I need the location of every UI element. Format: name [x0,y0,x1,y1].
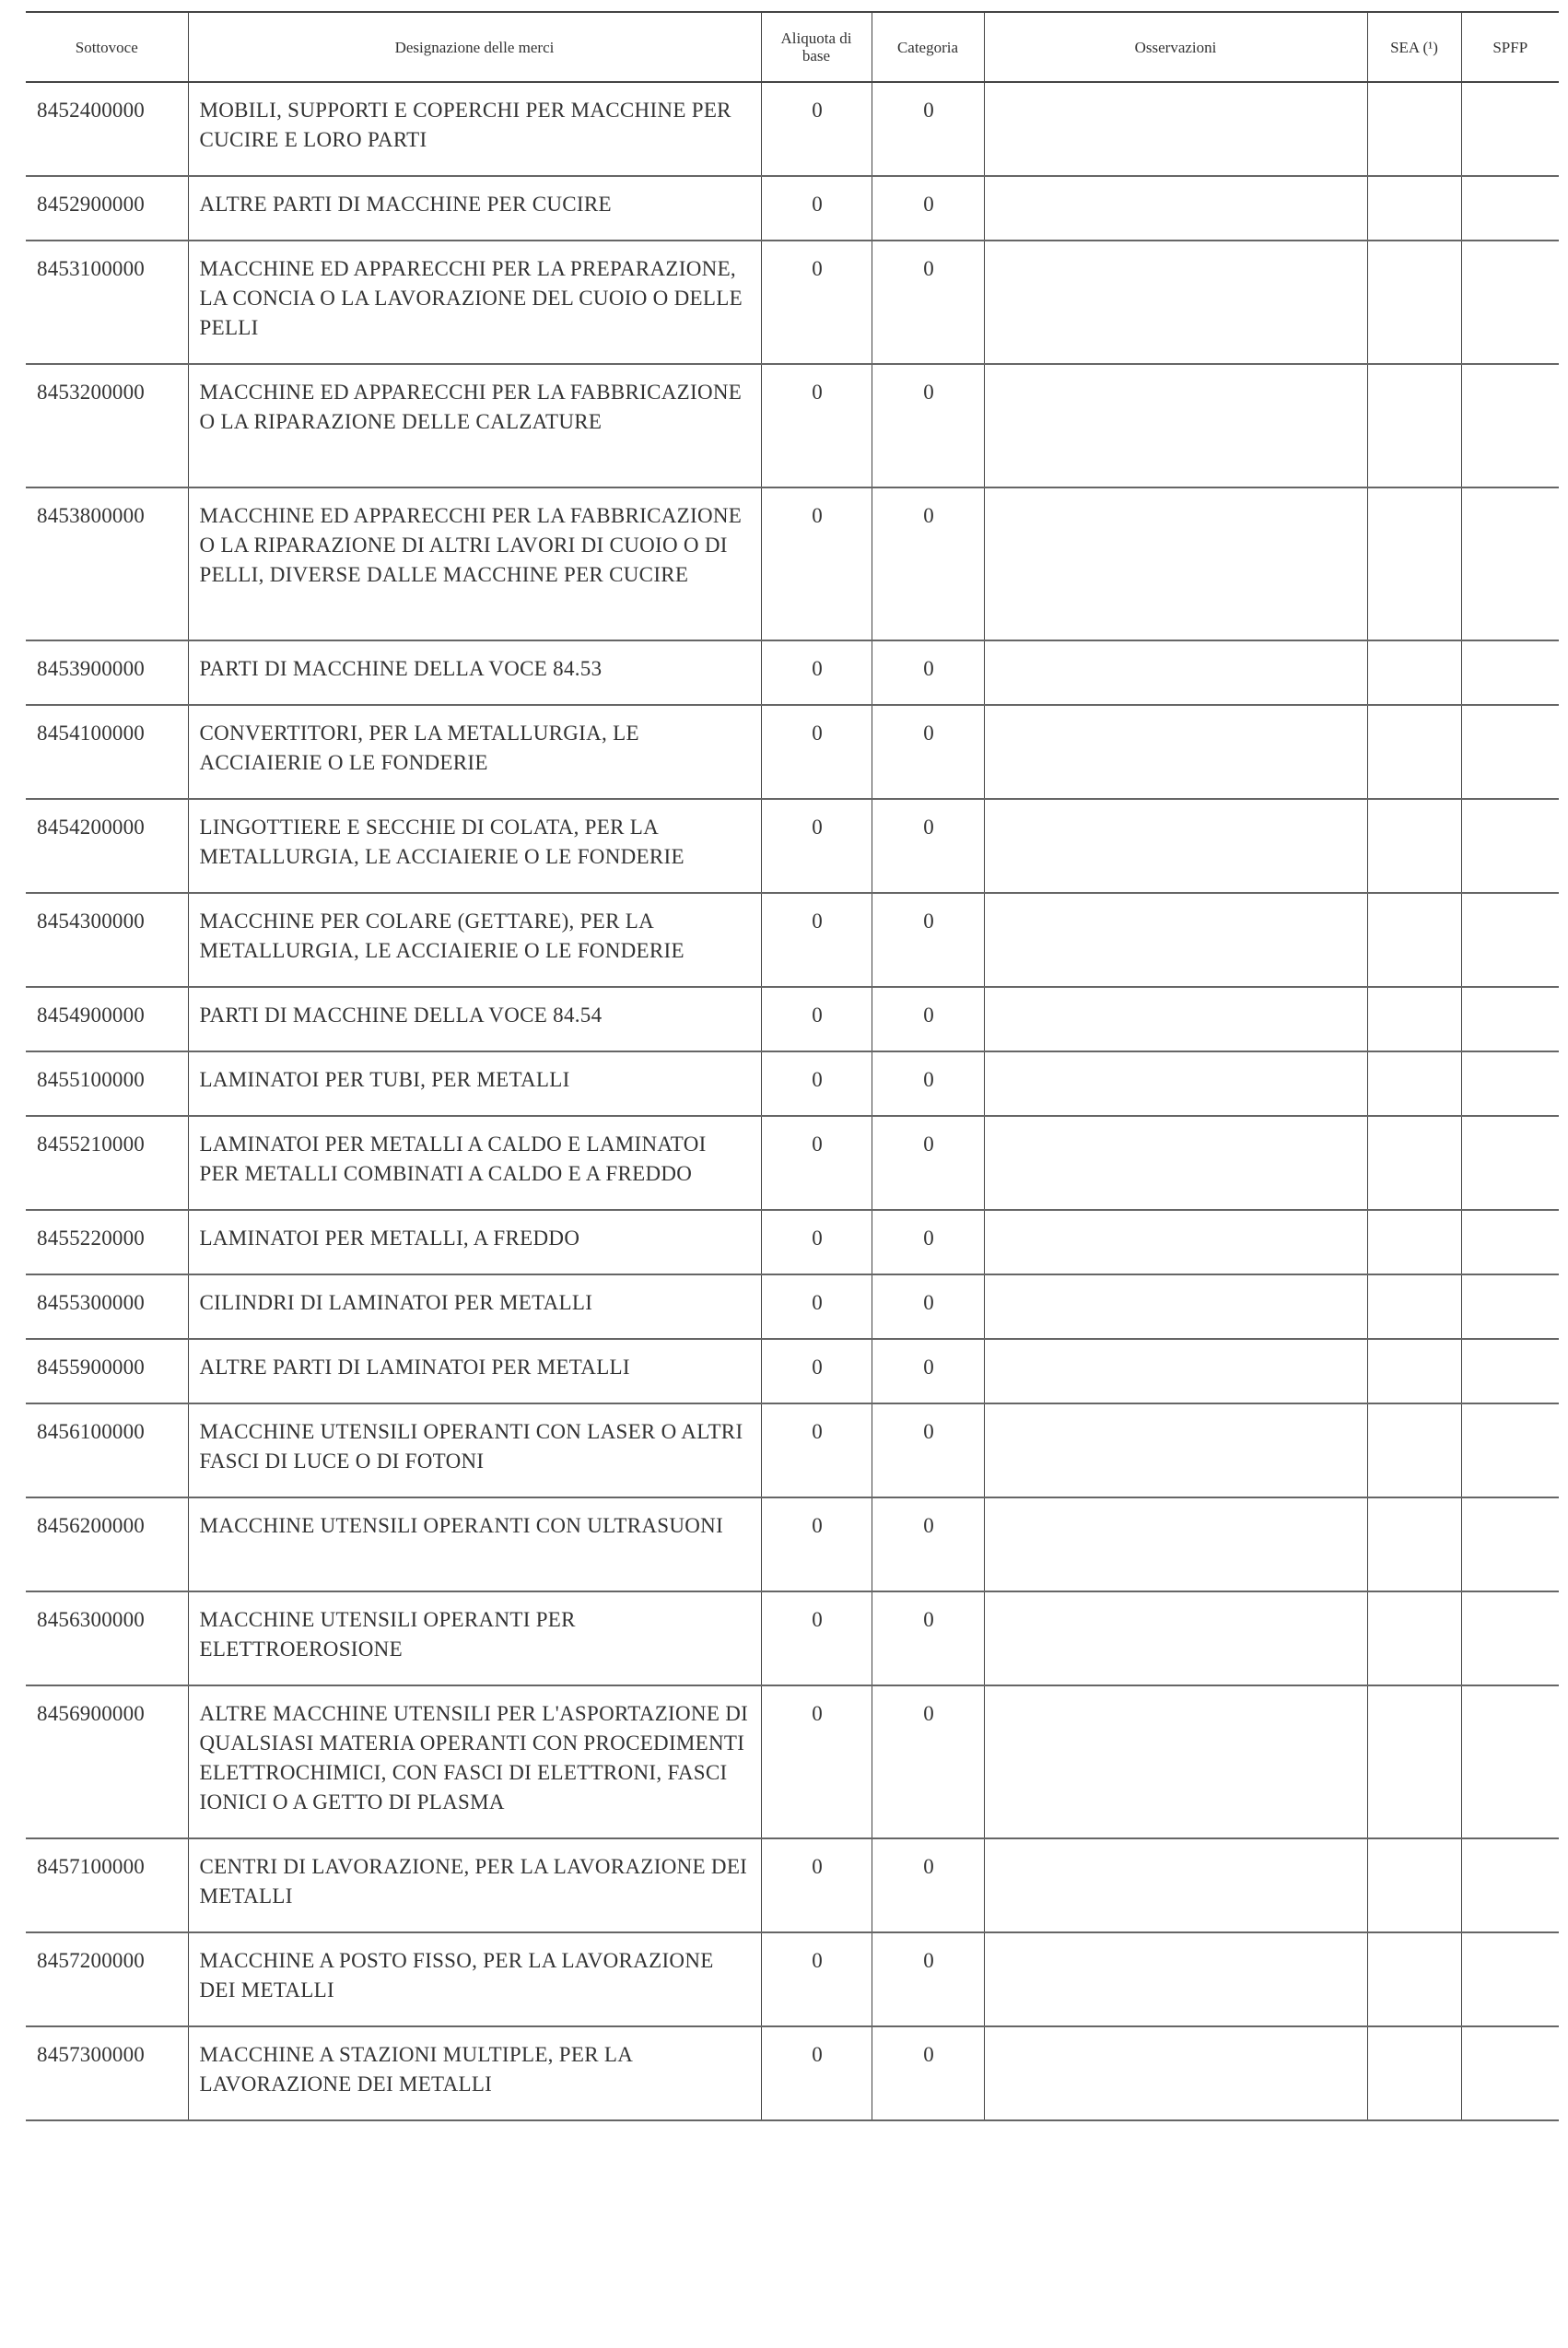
row-aliquota: 0 [761,1403,872,1497]
table-row [26,987,1559,1051]
row-osservazioni [984,176,1367,241]
row-osservazioni [984,241,1367,364]
row-spfp [1461,1116,1559,1210]
table-row [26,1591,1559,1685]
row-aliquota: 0 [761,640,872,705]
row-osservazioni [984,987,1367,1051]
table-row [26,1685,1559,1838]
row-osservazioni [984,893,1367,987]
row-categoria: 0 [872,1591,984,1685]
row-aliquota: 0 [761,2026,872,2120]
row-description: CENTRI DI LAVORAZIONE, PER LA LAVORAZIONE DEI METALLI [188,1838,761,1932]
row-description: MACCHINE ED APPARECCHI PER LA PREPARAZIONE, LA CONCIA O LA LAVORAZIONE DEL CUOIO O DELLE PELLI [188,241,761,364]
table-row [26,1339,1559,1403]
row-sea [1367,364,1461,487]
row-sea [1367,1274,1461,1339]
row-osservazioni [984,1403,1367,1497]
row-description: LAMINATOI PER METALLI A CALDO E LAMINATOI PER METALLI COMBINATI A CALDO E A FREDDO [188,1116,761,1210]
row-spfp [1461,1339,1559,1403]
row-categoria: 0 [872,987,984,1051]
row-osservazioni [984,705,1367,799]
row-aliquota: 0 [761,82,872,176]
table-row [26,176,1559,241]
row-spfp [1461,1403,1559,1497]
row-code: 8453200000 [26,364,188,487]
row-categoria: 0 [872,1838,984,1932]
row-description: CONVERTITORI, PER LA METALLURGIA, LE ACCIAIERIE O LE FONDERIE [188,705,761,799]
row-osservazioni [984,364,1367,487]
row-spfp [1461,987,1559,1051]
row-sea [1367,799,1461,893]
row-osservazioni [984,487,1367,640]
header-categoria: Categoria [872,12,984,82]
row-code: 8452400000 [26,82,188,176]
row-code: 8455300000 [26,1274,188,1339]
row-sea [1367,1051,1461,1116]
row-aliquota: 0 [761,987,872,1051]
row-spfp [1461,1274,1559,1339]
table-row [26,1838,1559,1932]
row-categoria: 0 [872,1274,984,1339]
row-aliquota: 0 [761,1591,872,1685]
row-spfp [1461,1932,1559,2026]
row-description: ALTRE PARTI DI MACCHINE PER CUCIRE [188,176,761,241]
row-osservazioni [984,1274,1367,1339]
row-spfp [1461,1685,1559,1838]
row-sea [1367,1339,1461,1403]
table-row [26,640,1559,705]
row-osservazioni [984,1838,1367,1932]
row-aliquota: 0 [761,241,872,364]
row-aliquota: 0 [761,487,872,640]
row-description: PARTI DI MACCHINE DELLA VOCE 84.54 [188,987,761,1051]
row-categoria: 0 [872,893,984,987]
row-aliquota: 0 [761,1497,872,1591]
row-code: 8456200000 [26,1497,188,1591]
row-osservazioni [984,1339,1367,1403]
row-description: ALTRE PARTI DI LAMINATOI PER METALLI [188,1339,761,1403]
table-row [26,1932,1559,2026]
row-code: 8457100000 [26,1838,188,1932]
row-description: LAMINATOI PER METALLI, A FREDDO [188,1210,761,1274]
row-code: 8455210000 [26,1116,188,1210]
row-osservazioni [984,82,1367,176]
row-osservazioni [984,1685,1367,1838]
header-aliquota: Aliquota di base [761,12,872,82]
row-categoria: 0 [872,705,984,799]
row-code: 8455100000 [26,1051,188,1116]
header-spfp: SPFP [1461,12,1559,82]
row-spfp [1461,1838,1559,1932]
row-sea [1367,2026,1461,2120]
row-categoria: 0 [872,1685,984,1838]
row-sea [1367,487,1461,640]
row-code: 8457200000 [26,1932,188,2026]
row-categoria: 0 [872,1932,984,2026]
row-spfp [1461,640,1559,705]
row-sea [1367,1403,1461,1497]
row-aliquota: 0 [761,1051,872,1116]
row-spfp [1461,241,1559,364]
row-aliquota: 0 [761,1339,872,1403]
table-row [26,1051,1559,1116]
row-code: 8452900000 [26,176,188,241]
table-row [26,893,1559,987]
row-description: LAMINATOI PER TUBI, PER METALLI [188,1051,761,1116]
row-aliquota: 0 [761,364,872,487]
row-sea [1367,1838,1461,1932]
row-categoria: 0 [872,1403,984,1497]
table-row [26,1116,1559,1210]
row-description: MACCHINE ED APPARECCHI PER LA FABBRICAZIONE O LA RIPARAZIONE DELLE CALZATURE [188,364,761,487]
table-row [26,364,1559,487]
row-description: MACCHINE UTENSILI OPERANTI CON ULTRASUONI [188,1497,761,1591]
row-spfp [1461,1591,1559,1685]
row-osservazioni [984,2026,1367,2120]
row-description: PARTI DI MACCHINE DELLA VOCE 84.53 [188,640,761,705]
table-row [26,1274,1559,1339]
row-osservazioni [984,1591,1367,1685]
table-row [26,241,1559,364]
row-categoria: 0 [872,1210,984,1274]
row-categoria: 0 [872,487,984,640]
row-spfp [1461,82,1559,176]
row-spfp [1461,364,1559,487]
row-code: 8454100000 [26,705,188,799]
row-aliquota: 0 [761,1116,872,1210]
row-aliquota: 0 [761,799,872,893]
row-code: 8456900000 [26,1685,188,1838]
row-spfp [1461,1497,1559,1591]
row-aliquota: 0 [761,705,872,799]
row-spfp [1461,176,1559,241]
row-code: 8454200000 [26,799,188,893]
row-categoria: 0 [872,1497,984,1591]
row-spfp [1461,2026,1559,2120]
row-code: 8454300000 [26,893,188,987]
table-row [26,705,1559,799]
row-aliquota: 0 [761,1274,872,1339]
row-aliquota: 0 [761,1838,872,1932]
row-description: MOBILI, SUPPORTI E COPERCHI PER MACCHINE PER CUCIRE E LORO PARTI [188,82,761,176]
row-description: MACCHINE UTENSILI OPERANTI PER ELETTROEROSIONE [188,1591,761,1685]
row-sea [1367,1591,1461,1685]
row-sea [1367,640,1461,705]
row-aliquota: 0 [761,1210,872,1274]
row-aliquota: 0 [761,893,872,987]
row-osservazioni [984,1210,1367,1274]
row-code: 8457300000 [26,2026,188,2120]
row-categoria: 0 [872,241,984,364]
row-code: 8453900000 [26,640,188,705]
row-sea [1367,82,1461,176]
header-osservazioni: Osservazioni [984,12,1367,82]
table-row [26,799,1559,893]
row-categoria: 0 [872,1051,984,1116]
row-code: 8455220000 [26,1210,188,1274]
row-osservazioni [984,640,1367,705]
row-aliquota: 0 [761,176,872,241]
row-osservazioni [984,1497,1367,1591]
row-description: MACCHINE A POSTO FISSO, PER LA LAVORAZIONE DEI METALLI [188,1932,761,2026]
row-spfp [1461,799,1559,893]
row-sea [1367,1116,1461,1210]
row-sea [1367,893,1461,987]
header-sea: SEA (¹) [1367,12,1461,82]
row-osservazioni [984,1932,1367,2026]
row-categoria: 0 [872,364,984,487]
row-spfp [1461,893,1559,987]
row-spfp [1461,705,1559,799]
row-code: 8456100000 [26,1403,188,1497]
row-description: LINGOTTIERE E SECCHIE DI COLATA, PER LA METALLURGIA, LE ACCIAIERIE O LE FONDERIE [188,799,761,893]
header-sottovoce: Sottovoce [26,12,188,82]
row-categoria: 0 [872,2026,984,2120]
row-sea [1367,1932,1461,2026]
row-categoria: 0 [872,799,984,893]
table-row [26,82,1559,176]
row-osservazioni [984,799,1367,893]
row-code: 8454900000 [26,987,188,1051]
row-description: ALTRE MACCHINE UTENSILI PER L'ASPORTAZIONE DI QUALSIASI MATERIA OPERANTI CON PROCEDIMENTI ELETTROCHIMICI, CON FASCI DI ELETTRONI, FASCI IONICI O A GETTO DI PLASMA [188,1685,761,1838]
row-description: MACCHINE PER COLARE (GETTARE), PER LA METALLURGIA, LE ACCIAIERIE O LE FONDERIE [188,893,761,987]
row-description: MACCHINE UTENSILI OPERANTI CON LASER O ALTRI FASCI DI LUCE O DI FOTONI [188,1403,761,1497]
row-code: 8453100000 [26,241,188,364]
table-row [26,2026,1559,2120]
table-row [26,1210,1559,1274]
row-spfp [1461,1210,1559,1274]
header-designazione: Designazione delle merci [188,12,761,82]
row-aliquota: 0 [761,1932,872,2026]
row-code: 8456300000 [26,1591,188,1685]
row-sea [1367,1685,1461,1838]
row-description: MACCHINE A STAZIONI MULTIPLE, PER LA LAVORAZIONE DEI METALLI [188,2026,761,2120]
row-osservazioni [984,1116,1367,1210]
row-description: CILINDRI DI LAMINATOI PER METALLI [188,1274,761,1339]
row-sea [1367,1210,1461,1274]
row-spfp [1461,487,1559,640]
row-categoria: 0 [872,640,984,705]
table-row [26,1403,1559,1497]
row-sea [1367,176,1461,241]
row-sea [1367,1497,1461,1591]
row-osservazioni [984,1051,1367,1116]
row-categoria: 0 [872,82,984,176]
tariff-table [26,11,1559,2121]
table-row [26,487,1559,640]
row-sea [1367,987,1461,1051]
row-sea [1367,705,1461,799]
row-categoria: 0 [872,176,984,241]
table-header-row [26,12,1559,82]
row-code: 8455900000 [26,1339,188,1403]
table-row [26,1497,1559,1591]
row-categoria: 0 [872,1339,984,1403]
row-categoria: 0 [872,1116,984,1210]
row-aliquota: 0 [761,1685,872,1838]
row-description: MACCHINE ED APPARECCHI PER LA FABBRICAZIONE O LA RIPARAZIONE DI ALTRI LAVORI DI CUOIO O DI PELLI, DIVERSE DALLE MACCHINE PER CUCIRE [188,487,761,640]
row-code: 8453800000 [26,487,188,640]
row-sea [1367,241,1461,364]
row-spfp [1461,1051,1559,1116]
